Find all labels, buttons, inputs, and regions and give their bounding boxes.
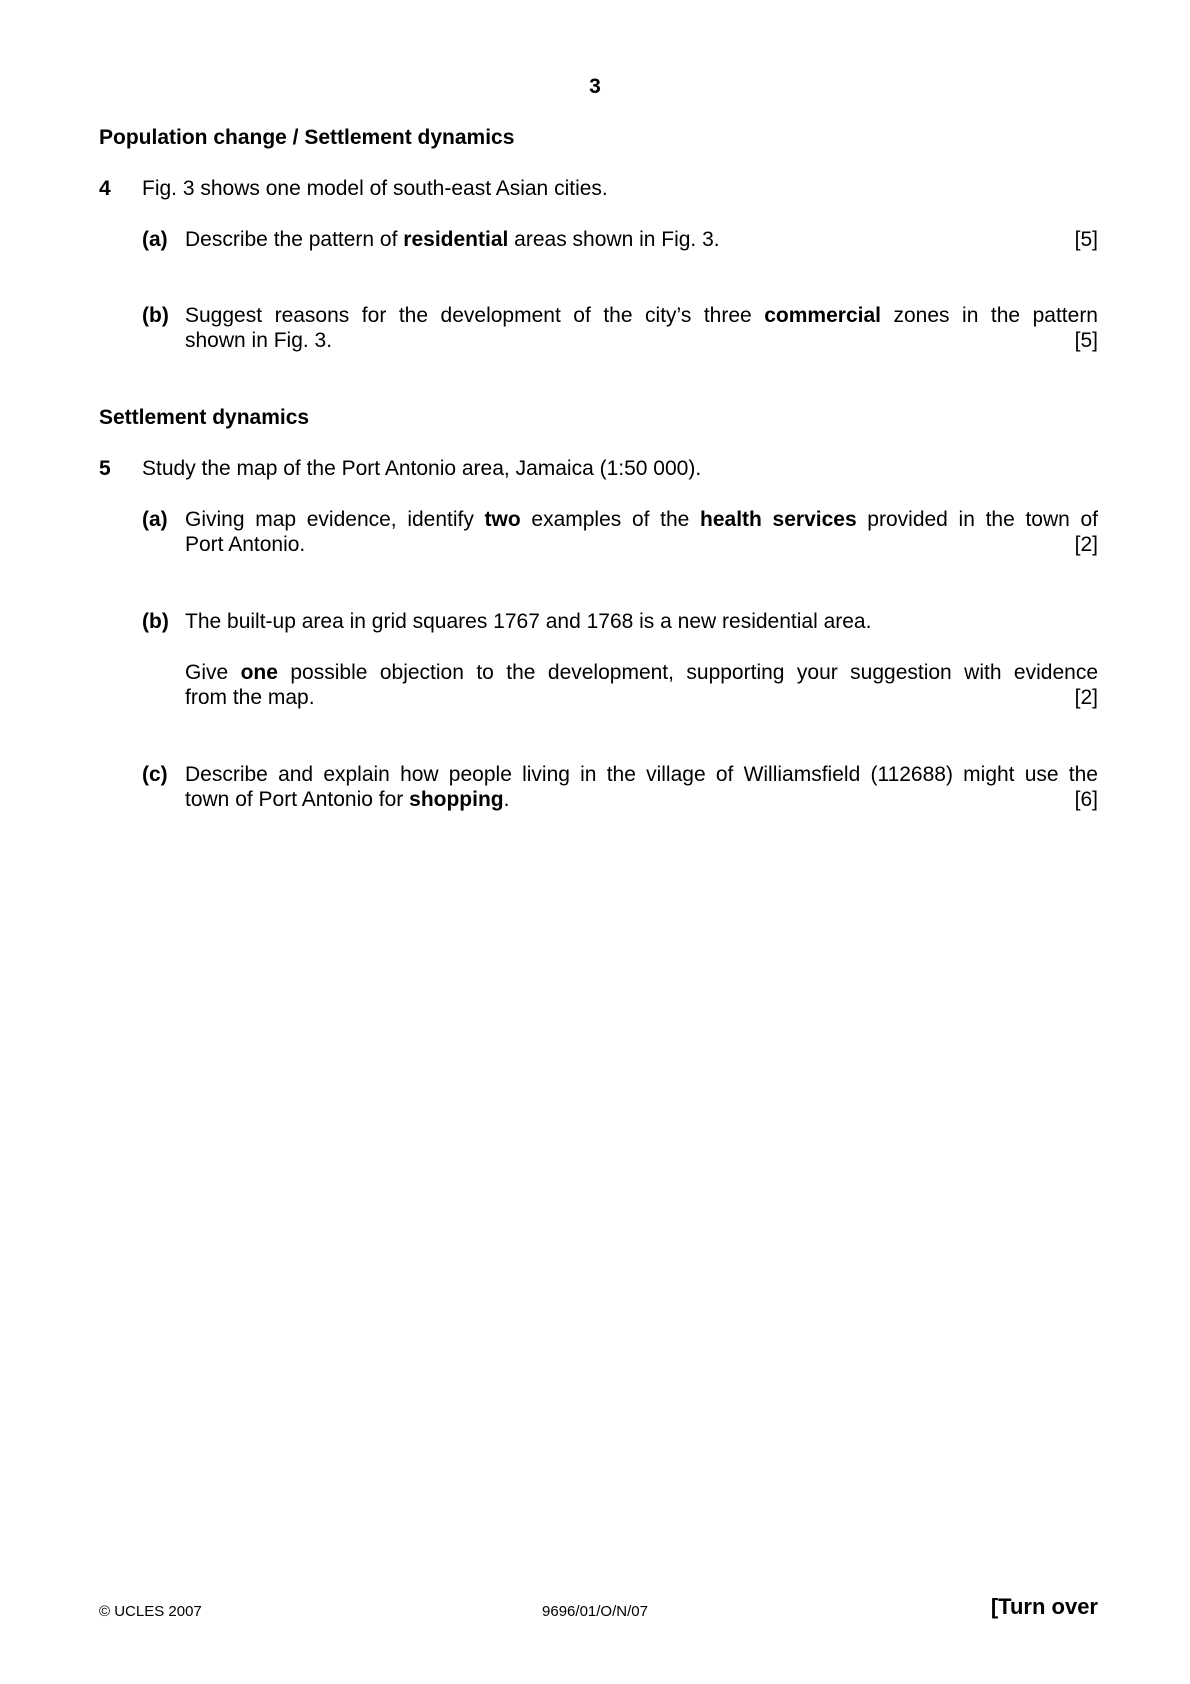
question-4b-marks: [5] bbox=[1074, 329, 1098, 352]
question-4a-label: (a) bbox=[142, 228, 168, 251]
question-4-stem: Fig. 3 shows one model of south-east Asian cities. bbox=[142, 177, 608, 200]
question-5a-marks: [2] bbox=[1074, 533, 1098, 556]
question-4a-sentence: Describe the pattern of residential areas shown in Fig. 3. bbox=[185, 228, 720, 251]
question-5a-keyword-health-services: health services bbox=[700, 508, 857, 531]
question-number-4: 4 bbox=[99, 177, 111, 200]
question-5a-keyword-two: two bbox=[484, 508, 521, 531]
question-4b-line-1: Suggest reasons for the development of the city’s three commercial zones in the pattern bbox=[185, 304, 1098, 327]
question-5c-line-2: town of Port Antonio for shopping. bbox=[185, 788, 510, 811]
question-4b-text bbox=[185, 303, 1098, 353]
question-4a-marks: [5] bbox=[1074, 228, 1098, 251]
footer-copyright: © UCLES 2007 bbox=[99, 1603, 202, 1620]
question-number-5: 5 bbox=[99, 457, 111, 480]
question-5a-text bbox=[185, 507, 1098, 557]
question-5b-marks: [2] bbox=[1074, 686, 1098, 709]
question-5a-line-2: Port Antonio. bbox=[185, 533, 306, 556]
question-5-stem: Study the map of the Port Antonio area, Jamaica (1:50 000). bbox=[142, 457, 702, 480]
question-5c-marks: [6] bbox=[1074, 788, 1098, 811]
question-4b-line-2: shown in Fig. 3. bbox=[185, 329, 333, 352]
question-5b-intro: The built-up area in grid squares 1767 and 1768 is a new residential area. bbox=[185, 610, 872, 633]
question-5c-keyword: shopping bbox=[409, 788, 504, 811]
question-5b-line-1: Give one possible objection to the development, supporting your suggestion with evidence bbox=[185, 661, 1098, 684]
question-5c-line-1: Describe and explain how people living in the village of Williamsfield (112688) might use the bbox=[185, 763, 1098, 786]
question-5a-line-1: Giving map evidence, identify two examples of the health services provided in the town of bbox=[185, 508, 1098, 531]
page-number: 3 bbox=[589, 75, 601, 98]
question-5b-line-2: from the map. bbox=[185, 686, 315, 709]
section-heading-settlement-dynamics: Settlement dynamics bbox=[99, 406, 310, 429]
question-4a-keyword: residential bbox=[403, 228, 509, 251]
question-5b-label: (b) bbox=[142, 610, 169, 633]
question-5c-text bbox=[185, 762, 1098, 812]
question-5b-keyword: one bbox=[240, 661, 278, 684]
question-4a-text bbox=[185, 227, 1098, 252]
question-5b-text bbox=[185, 660, 1098, 710]
footer-turn-over: [Turn over bbox=[990, 1594, 1098, 1619]
question-4b-keyword: commercial bbox=[764, 304, 881, 327]
question-4b-label: (b) bbox=[142, 304, 169, 327]
question-5a-label: (a) bbox=[142, 508, 168, 531]
question-5c-label: (c) bbox=[142, 763, 168, 786]
section-heading-population-change: Population change / Settlement dynamics bbox=[99, 126, 515, 149]
footer-paper-code: 9696/01/O/N/07 bbox=[542, 1603, 648, 1620]
